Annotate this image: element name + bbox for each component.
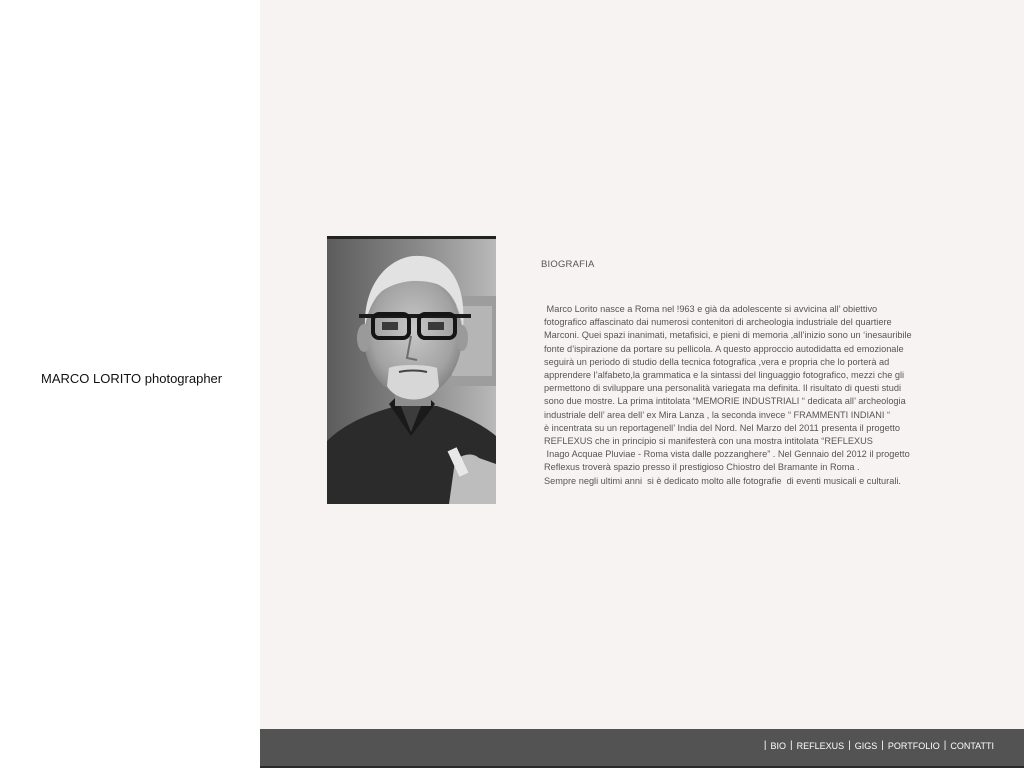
nav-link-reflexus[interactable]: REFLEXUS [796, 740, 845, 751]
footer-navigation [764, 740, 998, 751]
nav-separator: | [763, 740, 767, 751]
biography-line: Inago Acquae Pluviae - Roma vista dalle pozzanghere” . Nel Gennaio del 2012 il progetto [544, 449, 910, 460]
biography-line: è incentrata su un reportagenell’ India del Nord. Nel Marzo del 2011 presenta il progetto [544, 422, 900, 433]
biography-line: Reflexus troverà spazio presso il prestigioso Chiostro del Bramante in Roma . [544, 462, 860, 473]
biography-line: fotografico affascinato dai numerosi contenitori di archeologia industriale del quartiere [544, 317, 892, 328]
biography-line: industriale dell’ area dell’ ex Mira Lanza , la seconda invece “ FRAMMENTI INDIANI “ [544, 409, 891, 420]
site-brand-title[interactable]: MARCO LORITO photographer [41, 371, 223, 386]
biography-line: REFLEXUS che in principio si manifesterà con una mostra intitolata “REFLEXUS [544, 436, 873, 447]
nav-link-bio[interactable]: BIO [770, 740, 787, 751]
nav-separator: | [881, 740, 884, 751]
biography-line: apprendere l’alfabeto,la grammatica e la sintassi del linguaggio fotografico, mezzi che gli [544, 370, 905, 381]
biography-line: fonte d’ispirazione da portare su pellicola. A questo approccio autodidatta ed emozionale [544, 343, 904, 354]
nav-separator: | [943, 740, 947, 751]
main-content [260, 0, 1024, 729]
footer-bar [260, 729, 1024, 768]
nav-link-contatti[interactable]: CONTATTI [950, 740, 994, 751]
portrait-image [327, 236, 496, 504]
biography-line: seguirà un periodo di studio della tecnica fotografica ,vera e propria che lo porterà ad [544, 356, 890, 367]
nav-separator: | [848, 740, 851, 751]
biography-line: Marconi. Quei spazi inanimati, metafisici, e pieni di memoria ,all’inizio sono un ‘inesauribile [544, 330, 912, 341]
biography-line: Sempre negli ultimi anni si è dedicato molto alle fotografie di eventi musicali e culturali. [544, 475, 901, 486]
biography-heading: BIOGRAFIA [541, 259, 595, 270]
biography-line: Marco Lorito nasce a Roma nel !963 e già da adolescente si avvicina all’ obiettivo [544, 304, 878, 314]
sidebar [0, 0, 260, 768]
biography-line: permettono di sviluppare una personalità variegata ma definita. Il risultato di questi studi [544, 383, 901, 394]
portrait-photo [327, 236, 496, 504]
nav-separator: | [790, 740, 793, 751]
biography-text [544, 303, 964, 488]
nav-link-portfolio[interactable]: PORTFOLIO [887, 740, 940, 751]
biography-line: sono due mostre. La prima intitolata “MEMORIE INDUSTRIALI “ dedicata all’ archeologia [544, 396, 906, 407]
nav-link-gigs[interactable]: GIGS [854, 740, 878, 751]
